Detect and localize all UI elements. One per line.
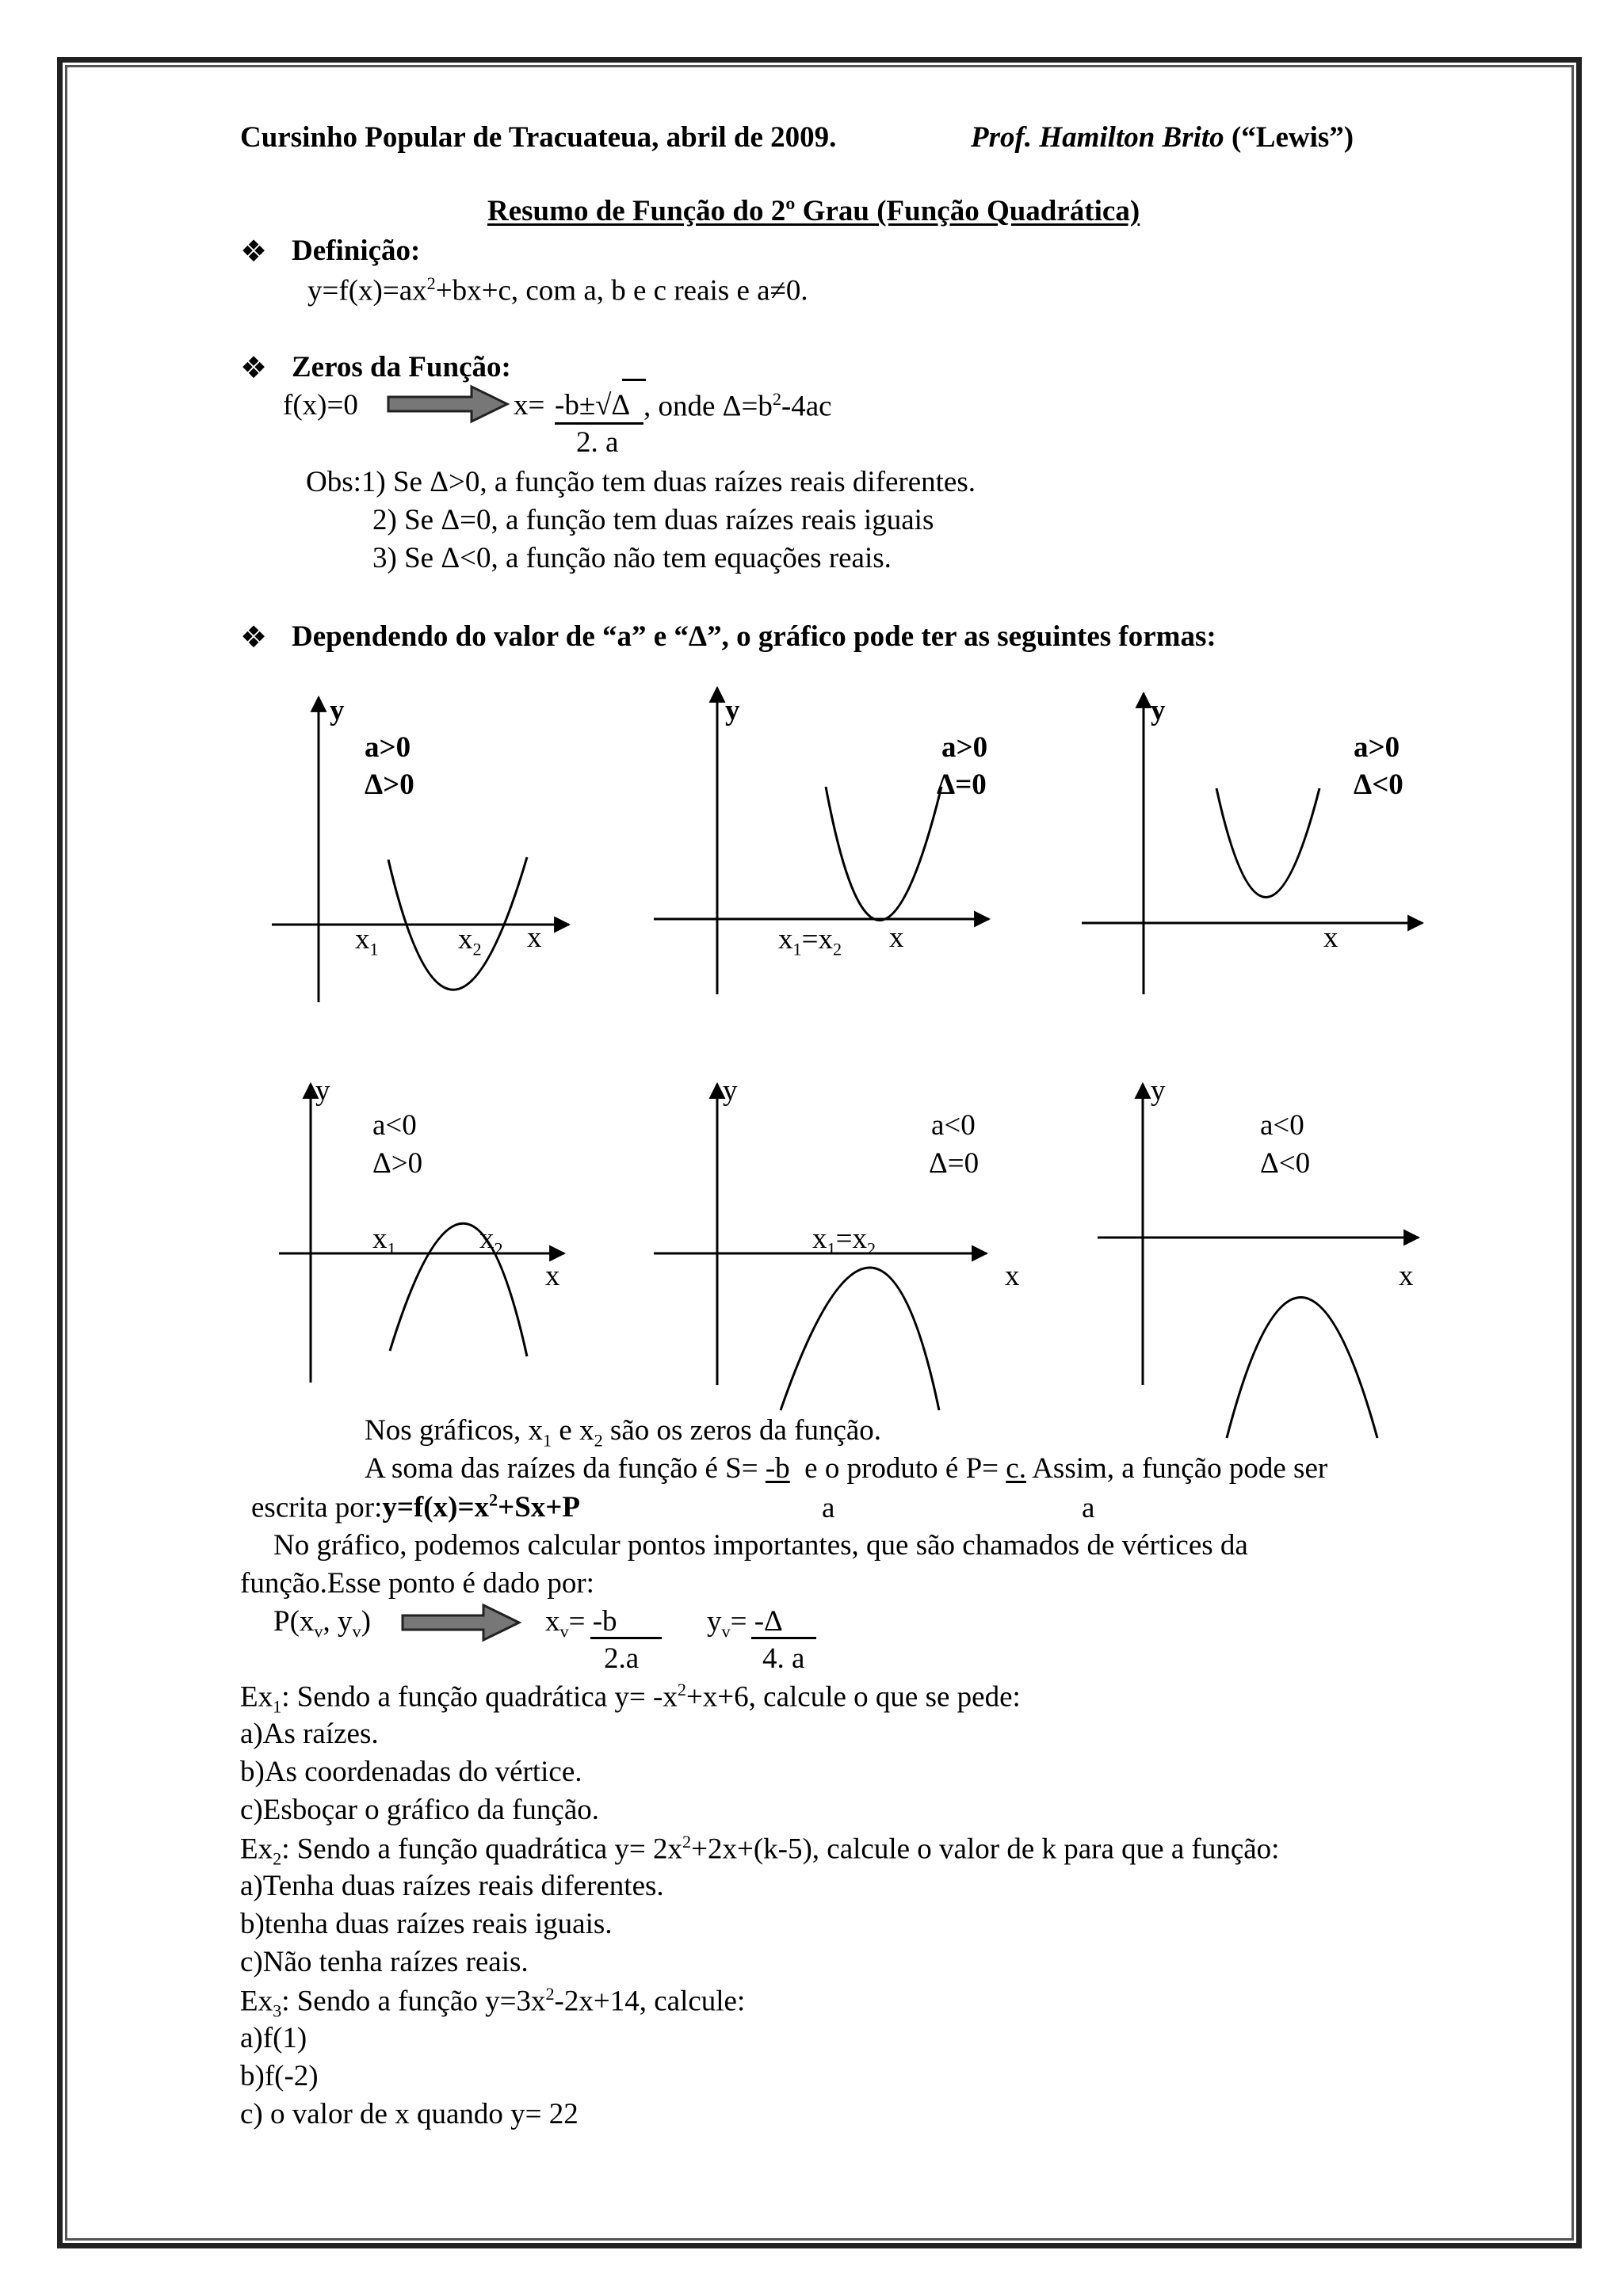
- escrita-line: escrita $por:y=f(x)=x^2+Sx+P$: [251, 1490, 580, 1524]
- root-label-x1: $x_1$: [355, 923, 379, 959]
- axis-label-y: y: [1151, 1074, 1166, 1107]
- parabola-curve: [1227, 1298, 1377, 1439]
- graph-label-delta: Δ=0: [937, 769, 987, 801]
- exercise-1-a: a)As raízes.: [240, 1718, 379, 1750]
- graph-label-a: a<0: [931, 1109, 976, 1142]
- header-course: Cursinho Popular de Tracuateua, abril de 2009.: [240, 121, 837, 154]
- xv-denominator: 2.a: [604, 1642, 640, 1675]
- vertex-point: $P(x_v$, $y_v$): [273, 1605, 371, 1642]
- zeros-numerator: -b±√Δ: [555, 389, 631, 421]
- exercise-1: $Ex_1$: Sendo a função quadrática $y= -x^2+x+6$, calcule o que se pede:: [240, 1680, 1021, 1717]
- graph-6: [1098, 1084, 1419, 1438]
- exercise-1-b: b)As coordenadas do vértice.: [240, 1756, 582, 1788]
- exercise-2: $Ex_2$: Sendo a função quadrática $y= 2x^2+2x+(k-5)$, calcule o valor de k para que a função:: [240, 1832, 1280, 1869]
- graph-label-delta: Δ<0: [1354, 769, 1403, 801]
- definition-heading: Definição:: [292, 235, 421, 267]
- graph-label-delta: Δ<0: [1260, 1147, 1311, 1180]
- vertex-intro-2: função.Esse ponto é dado por:: [240, 1567, 594, 1600]
- root-label-x1-eq-x2: $x_1=x_2$: [812, 1222, 876, 1259]
- axis-label-x: x: [545, 1260, 560, 1292]
- yv-fraction-bar: [751, 1637, 816, 1639]
- zeros-onde: , onde $\Delta=b^2-4ac$: [643, 389, 832, 423]
- axis-label-y: y: [725, 694, 740, 727]
- axis-label-x: x: [1005, 1260, 1020, 1292]
- graph-label-a: a>0: [941, 731, 988, 764]
- zeros-fx: f(x)=0: [283, 389, 358, 421]
- page-title: Resumo de Função do 2º Grau (Função Quadrática): [487, 195, 1140, 227]
- exercise-2-a: a)Tenha duas raízes reais diferentes.: [240, 1870, 664, 1902]
- vertex-intro-1: No gráfico, podemos calcular pontos importantes, que são chamados de vértices da: [273, 1529, 1248, 1562]
- exercise-3: $Ex_3$: Sendo a função $y=3x^2-2x+14$, calcule:: [240, 1984, 746, 2021]
- graph-label-delta: Δ=0: [929, 1147, 980, 1180]
- parabola-curve: [781, 1268, 939, 1410]
- parabola-curve: [826, 787, 941, 921]
- axis-label-x: x: [1323, 921, 1338, 954]
- graph-label-delta: Δ>0: [372, 1147, 423, 1180]
- axis-label-y: y: [330, 694, 345, 727]
- root-label-x1: $x_1$: [372, 1222, 396, 1259]
- exercise-1-c: c)Esboçar o gráfico da função.: [240, 1794, 600, 1826]
- diamond-bullet-icon: ❖: [240, 620, 268, 654]
- xv-fraction-bar: [590, 1637, 662, 1639]
- parabola-curve: [390, 1223, 527, 1356]
- graphs-heading: Dependendo do valor de “a” e “Δ”, o gráfico pode ter as seguintes formas:: [292, 620, 1216, 653]
- axis-label-x: x: [1399, 1260, 1414, 1292]
- definition-formula: $y=f(x)=ax^2+bx+c$, com a, b e c reais e a≠0.: [307, 273, 808, 307]
- graph-label-delta: Δ>0: [365, 769, 414, 801]
- diamond-bullet-icon: ❖: [240, 350, 268, 385]
- axis-label-y: y: [723, 1074, 738, 1107]
- parabola-curve: [1216, 788, 1319, 898]
- header-professor: Prof. Hamilton Brito (“Lewis”): [971, 121, 1354, 154]
- yv-denominator: 4. a: [762, 1642, 805, 1675]
- product-denominator: a: [1082, 1492, 1095, 1524]
- axis-label-y: y: [1151, 694, 1166, 727]
- diamond-bullet-icon: ❖: [240, 234, 268, 269]
- exercise-2-b: b)tenha duas raízes reais iguais.: [240, 1908, 613, 1940]
- exercise-2-c: c)Não tenha raízes reais.: [240, 1946, 529, 1978]
- zeros-denominator: 2. a: [576, 426, 619, 459]
- obs-2: 2) Se Δ=0, a função tem duas raízes reais iguais: [372, 504, 934, 536]
- graph-label-a: a<0: [372, 1109, 417, 1142]
- zeros-note: Nos gráficos, $x_1$ e $x_2$ são os zeros da função.: [365, 1414, 882, 1451]
- obs-1: Obs:1) Se Δ>0, a função tem duas raízes reais diferentes.: [306, 466, 976, 498]
- graph-label-a: a<0: [1260, 1109, 1304, 1142]
- zeros-x-eq: x=: [514, 389, 545, 421]
- sum-product-line: A soma das raízes da função é S= -b e o produto é P= c. Assim, a função pode ser: [365, 1452, 1328, 1485]
- graph-1: [272, 694, 569, 1002]
- exercise-3-b: b)f(-2): [240, 2060, 319, 2092]
- root-label-x2: $x_2$: [479, 1222, 503, 1259]
- axis-label-y: y: [315, 1074, 330, 1107]
- graph-label-a: a>0: [1354, 731, 1400, 764]
- sum-denominator: a: [822, 1492, 835, 1524]
- exercise-3-c: c) o valor de x quando y= 22: [240, 2098, 579, 2130]
- obs-3: 3) Se Δ<0, a função não tem equações reais.: [372, 542, 892, 574]
- axis-label-x: x: [527, 921, 542, 954]
- zeros-heading: Zeros da Função:: [292, 351, 511, 383]
- exercise-3-a: a)f(1): [240, 2022, 307, 2054]
- xv-formula: $x_v= -b$: [545, 1605, 617, 1642]
- root-label-x1-eq-x2: $x_1=x_2$: [778, 923, 842, 959]
- yv-formula: $y_v= -\Delta$: [707, 1605, 783, 1642]
- root-label-x2: $x_2$: [458, 923, 482, 959]
- graph-4: [279, 1084, 564, 1383]
- axis-label-x: x: [889, 921, 904, 954]
- graph-label-a: a>0: [365, 731, 411, 764]
